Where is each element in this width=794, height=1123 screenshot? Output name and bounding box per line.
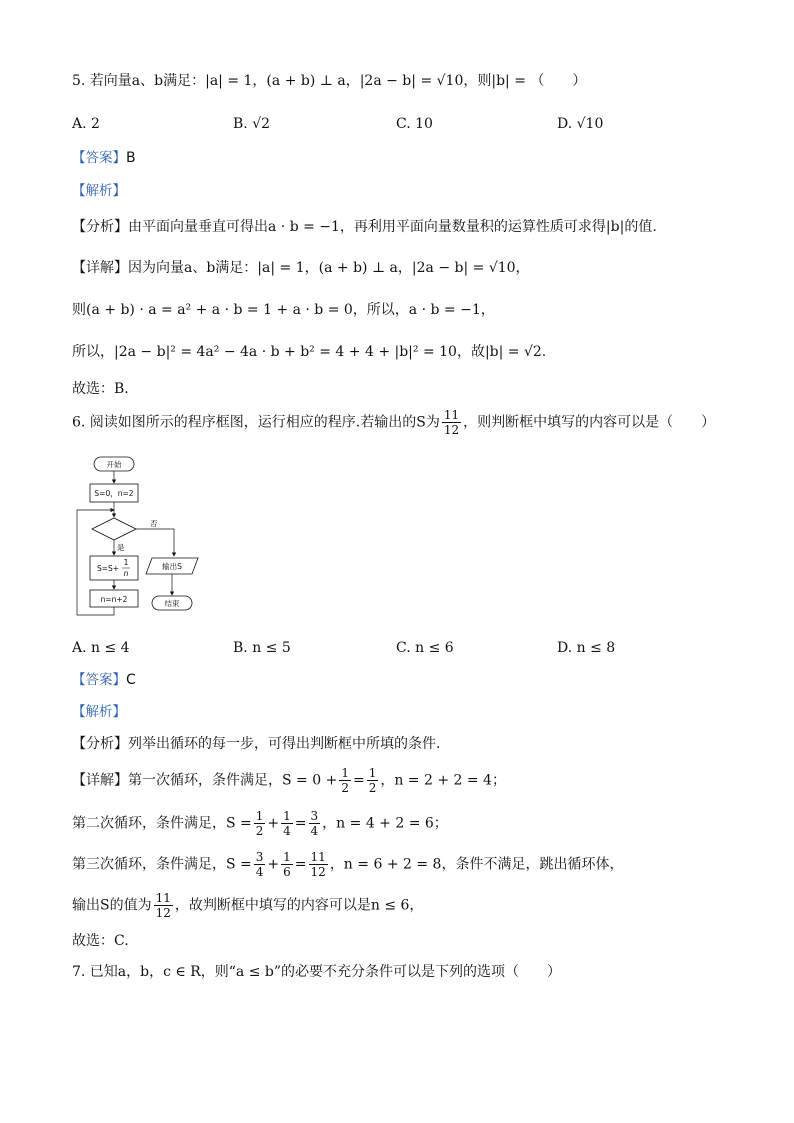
fraction-denominator: 4: [283, 824, 291, 838]
plus-sign: +: [267, 856, 280, 873]
q6-answer-line: [72, 669, 136, 691]
q6-option-b: B. n ≤ 5: [233, 640, 291, 656]
q6-conclusion: 故选：C.: [72, 933, 129, 949]
flowchart-update-s-frac-num: 1: [123, 558, 129, 567]
step-text: 第二次循环，条件满足，S =: [72, 815, 252, 832]
fraction-denominator: 12: [310, 865, 326, 879]
q5-conclusion: 故选：B.: [72, 381, 129, 397]
q5-option-b: B. √2: [233, 116, 271, 132]
q5-detail-1: 因为向量a、b满足：|a| = 1，(a + b) ⊥ a，|2a − b| = √10，: [128, 260, 530, 276]
detail-tag: 【详解】: [72, 772, 128, 789]
equals-sign: =: [352, 772, 365, 789]
fraction: [339, 766, 351, 795]
step-text: ，故判断框中填写的内容可以是n ≤ 6，: [174, 897, 424, 914]
step-text: ，n = 6 + 2 = 8，条件不满足，跳出循环体，: [329, 856, 624, 873]
flowchart-start-label: 开始: [106, 460, 122, 469]
answer-tag: 【答案】: [72, 150, 126, 166]
q5-fenxi: 由平面向量垂直可得出a · b = −1，再利用平面向量数量积的运算性质可求得|b|的值.: [128, 219, 657, 235]
q7-stem: 7. 已知a，b，c ∈ R，则“a ≤ b”的必要不充分条件可以是下列的选项（ ）: [72, 964, 562, 980]
fraction-numerator: 1: [341, 766, 349, 780]
flowchart-init-label: S=0，n=2: [94, 489, 134, 498]
fraction: [309, 809, 321, 838]
fraction-numerator: 1: [255, 809, 264, 823]
fraction-numerator: 11: [155, 891, 171, 905]
q5-stem: 5. 若向量a、b满足：|a| = 1，(a + b) ⊥ a，|2a − b| = √10，则|b| = （ ）: [72, 73, 587, 89]
q6-option-a: A. n ≤ 4: [72, 640, 130, 656]
answer-tag: 【答案】: [72, 672, 126, 688]
flowchart-update-n-label: n=n+2: [100, 595, 128, 604]
fraction-denominator: 2: [368, 781, 377, 795]
q5-fenxi-line: [72, 216, 657, 238]
fraction: [281, 809, 293, 838]
q6-fenxi-line: [72, 733, 440, 755]
fraction-denominator: 12: [155, 906, 171, 920]
q5-answer: B: [126, 150, 136, 166]
fraction-denominator: 12: [443, 423, 460, 437]
analysis-tag: 【解析】: [72, 183, 126, 199]
q6-fenxi: 列举出循环的每一步，可得出判断框中所填的条件.: [128, 736, 441, 752]
flowchart-no-label: 否: [150, 519, 158, 528]
flowchart-output-label: 输出S: [162, 562, 182, 571]
fraction-numerator: 1: [283, 809, 291, 823]
analysis-tag: 【解析】: [72, 704, 126, 720]
plus-sign: +: [267, 815, 280, 832]
q6-stem-b: ，则判断框中填写的内容可以是（ ）: [463, 414, 716, 431]
fraction-numerator: 11: [310, 850, 326, 864]
flowchart-yes-label: 是: [117, 543, 125, 552]
fraction-denominator: 4: [255, 865, 264, 879]
q6-step-2: [72, 809, 448, 838]
q5-detail-line-2: 则(a + b) · a = a² + a · b = 1 + a · b = 0，所以，a · b = −1，: [72, 302, 495, 318]
step-text: ，n = 2 + 2 = 4；: [380, 772, 506, 789]
fraction-denominator: 4: [310, 824, 319, 838]
fraction-denominator: 6: [283, 865, 291, 879]
q5-option-d: D. √10: [557, 116, 604, 132]
q6-answer: C: [126, 672, 136, 688]
q5-option-c: C. 10: [396, 116, 433, 132]
step-text: 输出S的值为: [72, 897, 152, 914]
equals-sign: =: [294, 856, 307, 873]
q6-stem-fraction: [442, 408, 461, 437]
fenxi-tag: 【分析】: [72, 219, 128, 235]
fraction-numerator: 3: [310, 809, 319, 823]
q6-option-c: C. n ≤ 6: [396, 640, 454, 656]
q5-detail-line-1: [72, 257, 530, 279]
program-flowchart: [72, 452, 212, 622]
flowchart-update-s-label: S=S+: [96, 564, 120, 573]
q5-analysis-line: [72, 180, 126, 202]
q6-output-line: [72, 891, 423, 920]
q5-answer-line: [72, 147, 136, 169]
flowchart-decision-node: [92, 518, 136, 540]
detail-tag: 【详解】: [72, 260, 128, 276]
step-text: ，n = 4 + 2 = 6；: [322, 815, 448, 832]
fraction-denominator: 2: [255, 824, 264, 838]
q5-option-a: A. 2: [72, 116, 100, 132]
fraction: [254, 850, 266, 879]
fraction-denominator: 2: [341, 781, 349, 795]
fraction-numerator: 1: [283, 850, 291, 864]
fraction: [281, 850, 293, 879]
equals-sign: =: [294, 815, 307, 832]
q6-step-1: [72, 766, 506, 795]
q6-stem-a: 6. 阅读如图所示的程序框图，运行相应的程序.若输出的S为: [72, 414, 440, 431]
q6-stem: [72, 408, 715, 437]
flowchart-update-s-frac-den: n: [123, 569, 129, 578]
q6-option-d: D. n ≤ 8: [557, 640, 616, 656]
fraction-numerator: 3: [255, 850, 264, 864]
flowchart-end-label: 结束: [164, 599, 180, 608]
fraction-numerator: 11: [443, 408, 460, 422]
fraction: [154, 891, 173, 920]
fraction: [309, 850, 328, 879]
step-text: 第三次循环，条件满足，S =: [72, 856, 252, 873]
fraction: [254, 809, 266, 838]
fraction-numerator: 1: [368, 766, 377, 780]
q6-step-3: [72, 850, 623, 879]
q5-detail-line-3: 所以，|2a − b|² = 4a² − 4a · b + b² = 4 + 4 + |b|² = 10，故|b| = √2.: [72, 344, 547, 360]
fenxi-tag: 【分析】: [72, 736, 128, 752]
step-text: 第一次循环，条件满足，S = 0 +: [128, 772, 338, 789]
fraction: [367, 766, 379, 795]
q6-analysis-line: [72, 701, 126, 723]
